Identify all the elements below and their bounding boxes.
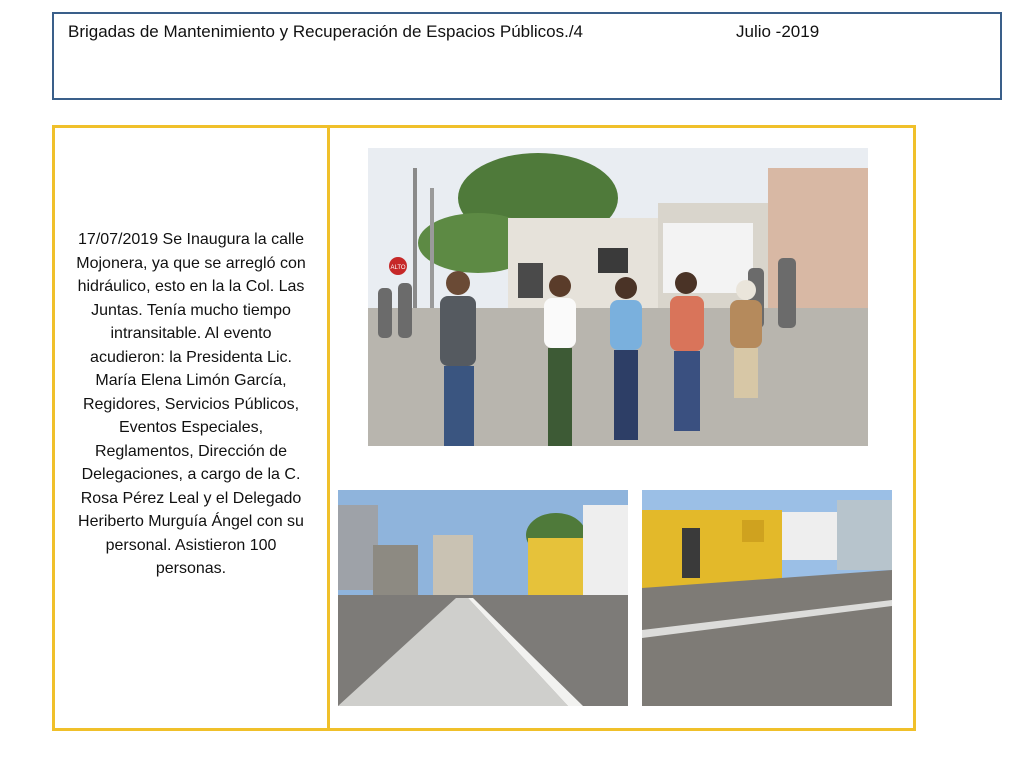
content-panel bbox=[52, 125, 916, 731]
event-description: 17/07/2019 Se Inaugura la calle Mojonera, ya que se arregló con hidráulico, esto en la la Col. Las Juntas. Tenía mucho tiempo intransitable. Al evento acudieron: la Presidenta Lic. María Elena Limón García, Regidores, Servicios Públicos, Eventos Especiales, Reglamentos, Dirección de Delegaciones, a cargo de la C. Rosa Pérez Leal y el Delegado Heriberto Murguía Ángel con su personal. Asistieron 100 personas. bbox=[76, 231, 306, 577]
street-curb-photo bbox=[338, 490, 628, 706]
street-wall-photo bbox=[642, 490, 892, 706]
event-crowd-photo bbox=[368, 148, 868, 446]
header-date: Julio -2019 bbox=[736, 22, 820, 41]
header-title: Brigadas de Mantenimiento y Recuperación de Espacios Públicos./4 bbox=[68, 22, 584, 41]
header-box bbox=[52, 12, 1002, 100]
stop-sign-text: ALTO bbox=[390, 265, 406, 271]
panel-divider bbox=[327, 128, 330, 728]
